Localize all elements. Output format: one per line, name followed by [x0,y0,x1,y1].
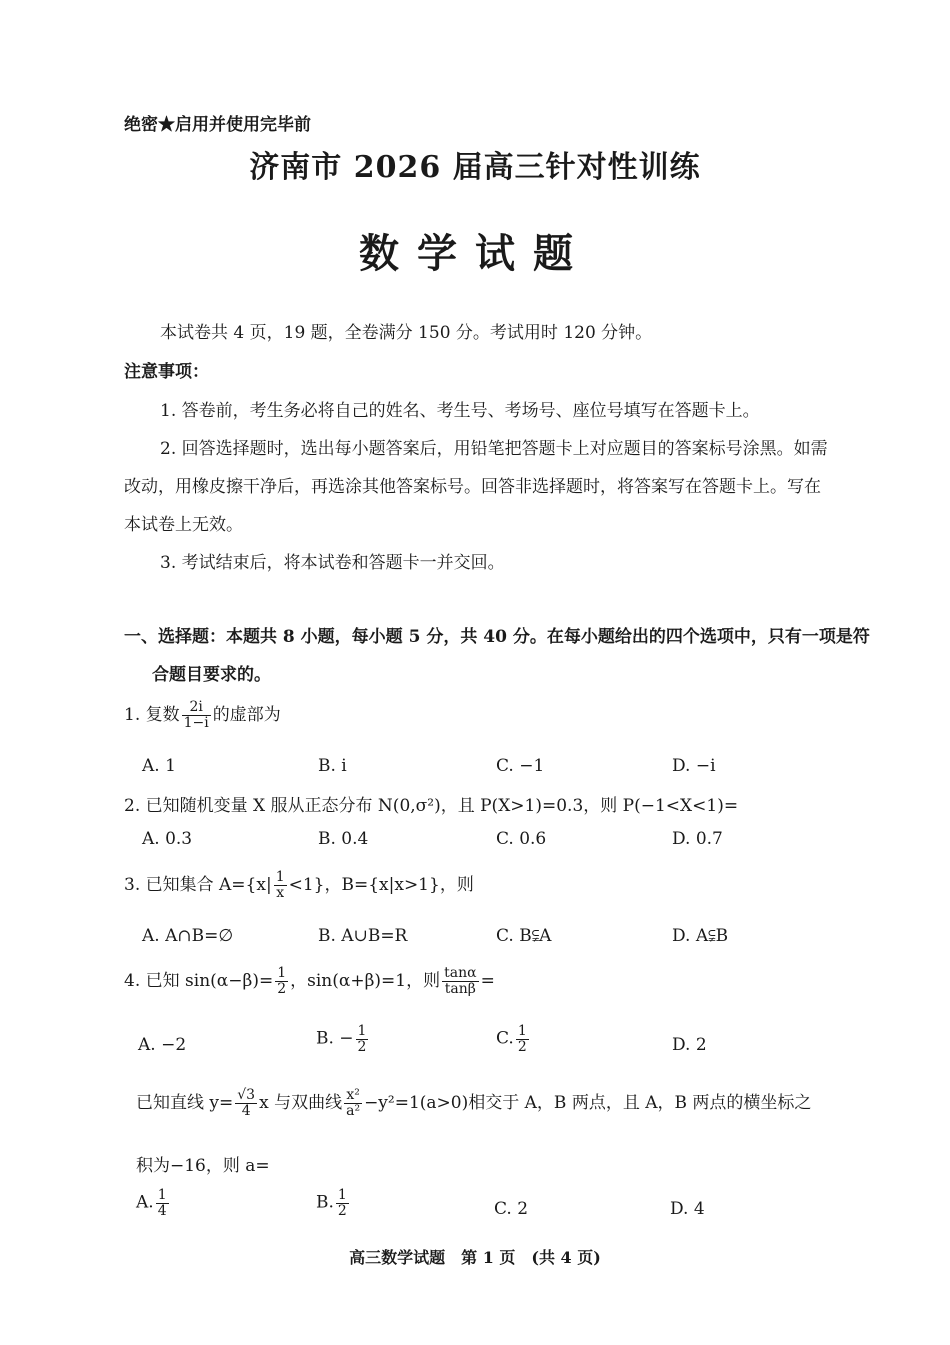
q3-option-a: A. A∩B=∅ [142,926,234,946]
notice-item-2-line-2: 改动，用橡皮擦干净后，再选涂其他答案标号。回答非选择题时，将答案写在答题卡上。写在 [124,477,821,497]
question-1 [124,700,281,731]
q5-option-b-fraction: $\frac{1}{2}$ [337,1187,347,1219]
q1-option-d: D. −i [672,756,716,776]
q4-fraction-2: $\frac{\tan\alpha}{\tan\beta}$ [444,965,477,997]
q4-prefix: 4. 已知 sin(α−β)= [124,971,274,991]
question-5-cont: 积为−16，则 a= [136,1156,270,1176]
question-3 [124,870,474,901]
q4-suffix: = [480,971,495,991]
q1-option-a: A. 1 [142,756,176,776]
page-footer: 高三数学试题 第 1 页 (共 4 页) [349,1248,601,1267]
confidential-notice: 绝密★启用并使用完毕前 [124,115,311,135]
q5-option-c: C. 2 [494,1199,529,1219]
q2-option-d: D. 0.7 [672,829,723,849]
q4-option-c-fraction: $\frac{1}{2}$ [517,1023,527,1055]
section-1-heading: 一、选择题：本题共 8 小题，每小题 5 分，共 40 分。在每小题给出的四个选项中，只有一项是符 [124,627,870,647]
q3-suffix: <1}，B={x|x>1}，则 [288,875,474,895]
q1-prefix: 1. 复数 [124,705,180,725]
subject-title: 数学试题 [359,230,591,277]
q1-option-c: C. −1 [496,756,545,776]
q5-option-a: A. $\frac{1}{4}$ [136,1187,167,1219]
q4-option-c: C. $\frac{1}{2}$ [496,1023,527,1055]
q3-option-d: D. A⫋B [672,926,729,946]
q5-option-b: B. $\frac{1}{2}$ [316,1187,347,1219]
q2-option-b: B. 0.4 [318,829,369,849]
exam-intro: 本试卷共 4 页，19 题，全卷满分 150 分。考试用时 120 分钟。 [160,323,653,343]
exam-title: 济南市 2026 届高三针对性训练 [249,150,701,185]
q3-prefix: 3. 已知集合 A={x| [124,875,272,895]
q4-middle: ，sin(α+β)=1，则 [290,971,441,991]
q5-fraction-2: $\frac{\text{x²}}{\text{a²}}$ [346,1087,361,1119]
question-4 [124,966,495,997]
notice-item-3: 3. 考试结束后，将本试卷和答题卡一并交回。 [160,553,505,573]
q3-fraction: $\frac{1}{x}$ [275,869,285,901]
question-5 [136,1088,811,1119]
q5-mid-1: x 与双曲线 [259,1093,343,1113]
q5-option-d: D. 4 [670,1199,705,1219]
q4-option-b-fraction: $\frac{1}{2}$ [357,1023,367,1055]
section-1-heading-cont: 合题目要求的。 [152,665,271,685]
q5-option-a-fraction: $\frac{1}{4}$ [157,1187,167,1219]
notice-item-2-line-1: 2. 回答选择题时，选出每小题答案后，用铅笔把答题卡上对应题目的答案标号涂黑。如需 [160,439,828,459]
notice-item-1: 1. 答卷前，考生务必将自己的姓名、考生号、考场号、座位号填写在答题卡上。 [160,401,760,421]
question-2: 2. 已知随机变量 X 服从正态分布 N(0,σ²)，且 P(X>1)=0.3，则 P(−1<X<1)= [124,796,739,816]
notice-item-2-line-3: 本试卷上无效。 [124,515,243,535]
q1-fraction: $\frac{2i}{1-i}$ [183,699,209,731]
q5-mid-2: −y²=1(a>0)相交于 A，B 两点，且 A，B 两点的横坐标之 [364,1093,812,1113]
q2-option-a: A. 0.3 [142,829,193,849]
q5-prefix: 已知直线 y= [136,1093,234,1113]
q4-option-b: B. − $\frac{1}{2}$ [316,1023,367,1055]
notice-title: 注意事项： [124,362,209,382]
q3-option-b: B. A∪B=R [318,926,408,946]
q1-suffix: 的虚部为 [212,705,281,725]
q2-option-c: C. 0.6 [496,829,547,849]
q4-option-a: A. −2 [138,1035,187,1055]
q4-fraction-1: $\frac{1}{2}$ [277,965,287,997]
q4-option-d: D. 2 [672,1035,707,1055]
q5-fraction-1: $\frac{√3}{4}$ [237,1087,256,1119]
q1-option-b: B. i [318,756,347,776]
q3-option-c: C. B⫋A [496,926,552,946]
